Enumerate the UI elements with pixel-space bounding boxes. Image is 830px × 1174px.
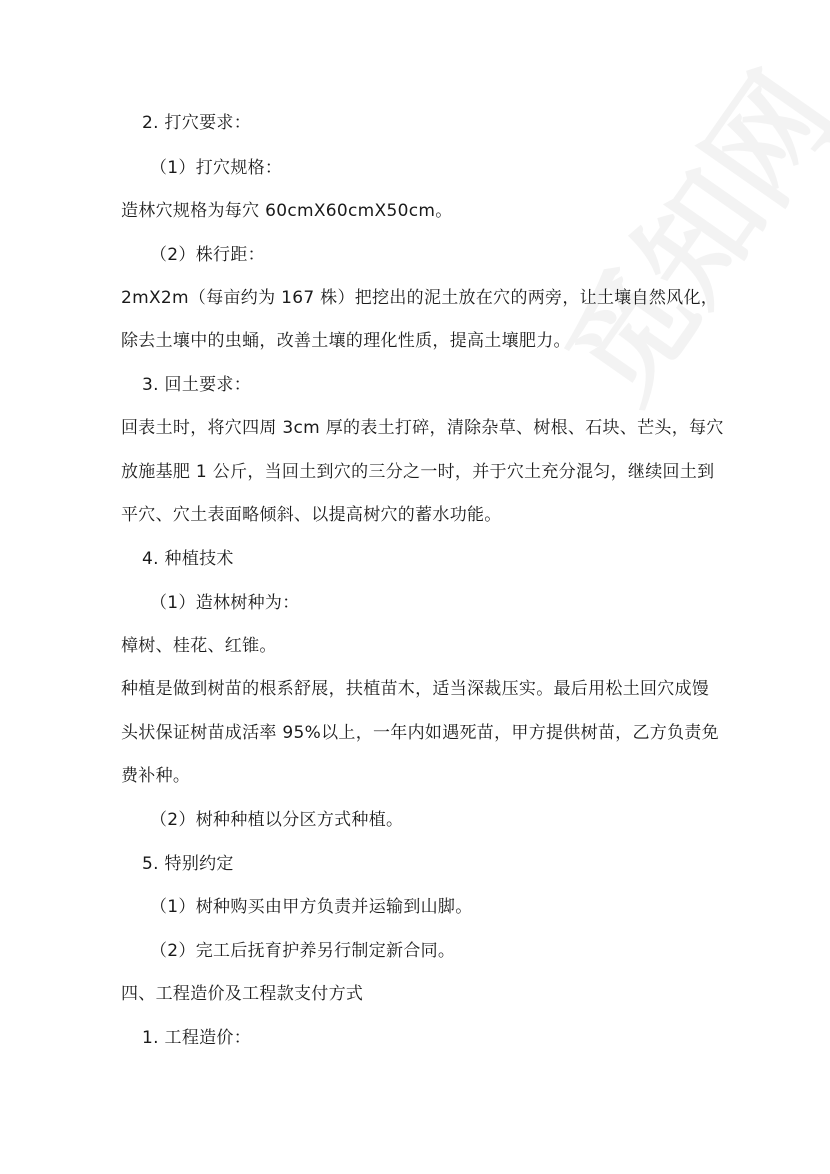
subheading-hole-spec: （1）打穴规格： [150,158,283,178]
chapter-heading-4: 四、工程造价及工程款支付方式 [121,984,364,1004]
subheading-tree-species: （1）造林树种为： [150,593,300,613]
clause-purchase: （1）树种购买由甲方负责并运输到山脚。 [150,897,473,917]
paragraph-line: 除去土壤中的虫蛹，改善土壤的理化性质，提高土壤肥力。 [121,331,571,351]
paragraph-line: 头状保证树苗成活率 95%以上，一年内如遇死苗，甲方提供树苗，乙方负责免 [121,723,719,743]
paragraph-line: 放施基肥 1 公斤，当回土到穴的三分之一时，并于穴土充分混匀，继续回土到 [121,462,715,482]
section-heading-2: 2. 打穴要求： [142,113,252,133]
paragraph-line: 种植是做到树苗的根系舒展，扶植苗木，适当深裁压实。最后用松土回穴成馒 [121,679,710,699]
subheading-spacing: （2）株行距： [150,245,265,265]
subheading-zoned-planting: （2）树种种植以分区方式种植。 [150,810,404,830]
section-heading-3: 3. 回土要求： [142,375,252,395]
paragraph-line: 回表土时，将穴四周 3cm 厚的表土打碎，清除杂草、树根、石块、芒头，每穴 [121,418,724,438]
paragraph-line: 2mX2m（每亩约为 167 株）把挖出的泥土放在穴的两旁，让土壤自然风化， [121,288,719,308]
section-heading-5: 5. 特别约定 [142,854,234,874]
paragraph-line: 平穴、穴土表面略倾斜、以提高树穴的蓄水功能。 [121,505,502,525]
section-heading-4: 4. 种植技术 [142,549,234,569]
paragraph-line: 樟树、桂花、红锥。 [121,636,277,656]
section-heading-cost: 1. 工程造价： [142,1028,252,1048]
watermark [520,35,830,429]
paragraph-line: 费补种。 [121,766,191,786]
paragraph-line: 造林穴规格为每穴 60cmX60cmX50cm。 [121,201,453,221]
clause-maintenance: （2）完工后抚育护养另行制定新合同。 [150,941,456,961]
